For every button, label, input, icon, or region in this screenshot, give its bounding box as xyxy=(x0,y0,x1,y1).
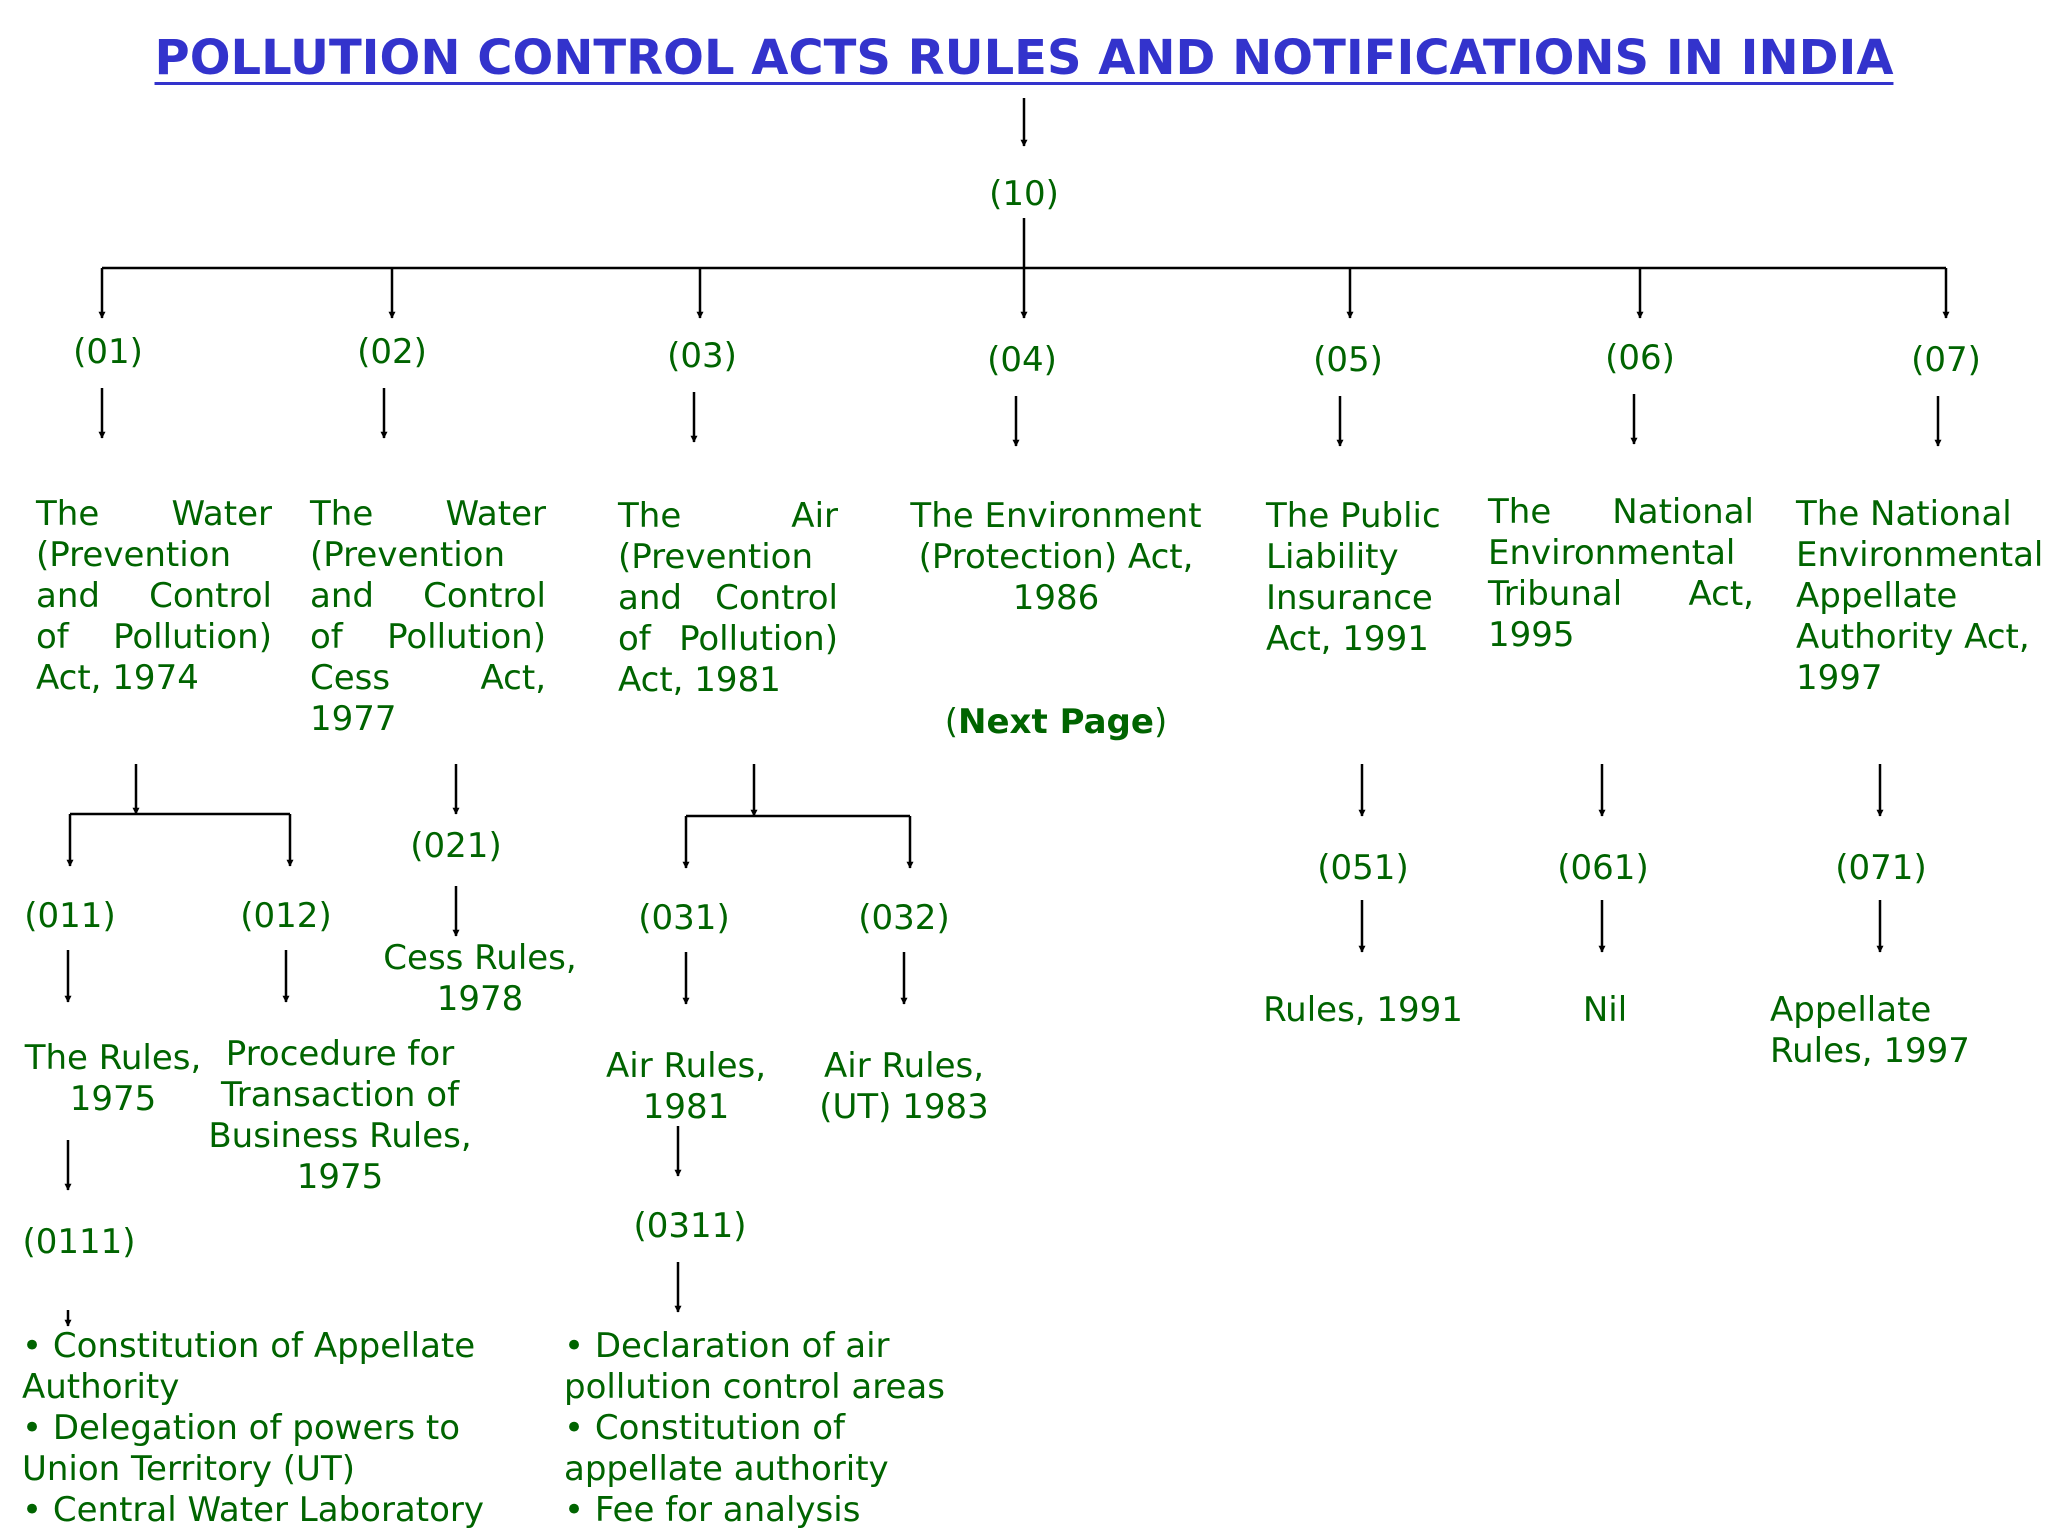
node-061-name: Nil xyxy=(1582,990,1628,1030)
list-item: • Constitution of Appellate Authority xyxy=(22,1326,476,1407)
node-0111-list xyxy=(22,1326,522,1531)
node-031-code: (031) xyxy=(638,898,730,938)
node-0311-code: (0311) xyxy=(633,1206,747,1246)
node-03-code: (03) xyxy=(667,336,737,376)
node-03-name: The Air (Prevention and Control of Pollution) Act, 1981 xyxy=(618,496,838,700)
node-031-name: Air Rules, 1981 xyxy=(605,1046,767,1127)
node-05-code: (05) xyxy=(1313,340,1383,380)
node-071-name: Appellate Rules, 1997 xyxy=(1770,990,1970,1071)
node-021-code: (021) xyxy=(410,826,502,866)
node-02-name: The Water (Prevention and Control of Pollution) Cess Act, 1977 xyxy=(310,494,546,739)
node-011-code: (011) xyxy=(24,896,116,936)
next-page-open-paren: ( xyxy=(944,702,959,742)
node-root-code: (10) xyxy=(989,174,1059,214)
next-page-label: Next Page xyxy=(958,702,1154,742)
next-page-link[interactable] xyxy=(900,702,1212,743)
node-012-name: Procedure for Transaction of Business Rules, 1975 xyxy=(208,1034,472,1197)
node-01-code: (01) xyxy=(73,332,143,372)
node-051-name: Rules, 1991 xyxy=(1263,990,1463,1030)
node-051-code: (051) xyxy=(1317,848,1409,888)
node-061-code: (061) xyxy=(1557,848,1649,888)
node-07-code: (07) xyxy=(1911,340,1981,380)
node-0311-list xyxy=(564,1326,984,1531)
node-032-code: (032) xyxy=(858,898,950,938)
node-01-name: The Water (Prevention and Control of Pollution) Act, 1974 xyxy=(36,494,272,698)
node-06-name: The National Environmental Tribunal Act, 1995 xyxy=(1488,492,1754,655)
list-item: • Constitution of appellate authority xyxy=(564,1408,889,1489)
node-032-name: Air Rules, (UT) 1983 xyxy=(819,1046,989,1127)
node-012-code: (012) xyxy=(240,896,332,936)
node-05-name: The Public Liability Insurance Act, 1991 xyxy=(1266,496,1441,659)
node-04-name: The Environment (Protection) Act, 1986 xyxy=(910,496,1202,618)
list-item: • Declaration of air pollution control areas xyxy=(564,1326,945,1407)
node-011-name: The Rules, 1975 xyxy=(24,1038,202,1119)
node-07-name: The National Environmental Appellate Authority Act, 1997 xyxy=(1796,494,2044,698)
node-02-code: (02) xyxy=(357,332,427,372)
node-0111-code: (0111) xyxy=(22,1222,136,1262)
next-page-close-paren: ) xyxy=(1153,702,1168,742)
list-item: • Delegation of powers to Union Territory (UT) xyxy=(22,1408,460,1489)
node-04-code: (04) xyxy=(987,340,1057,380)
node-021-name: Cess Rules, 1978 xyxy=(383,938,577,1019)
list-item: • Fee for analysis xyxy=(564,1490,861,1530)
node-071-code: (071) xyxy=(1835,848,1927,888)
list-item: • Central Water Laboratory xyxy=(22,1490,484,1530)
page-title: POLLUTION CONTROL ACTS RULES AND NOTIFICATIONS IN INDIA xyxy=(154,30,1894,86)
node-06-code: (06) xyxy=(1605,338,1675,378)
